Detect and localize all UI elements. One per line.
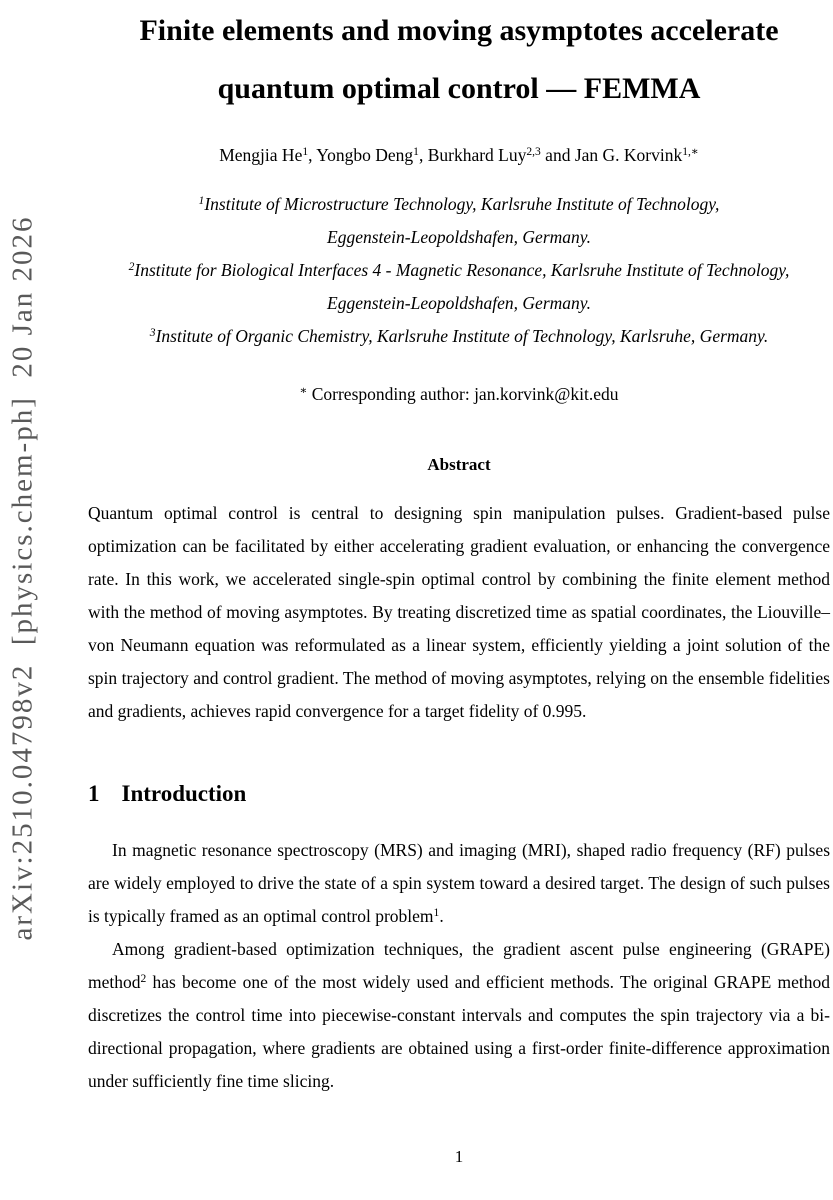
paragraph-text: Among gradient-based optimization techniques, the gradient ascent pulse engineering (GRAPE) method [88, 939, 830, 992]
affiliation-1 [88, 188, 830, 254]
affiliation-line [88, 254, 830, 287]
corresponding-email: jan.korvink@kit.edu [474, 384, 619, 404]
corresponding-label: Corresponding author: [307, 384, 475, 404]
affiliation-line [88, 320, 830, 353]
arxiv-watermark: arXiv:2510.04798v2 [physics.chem-ph] 20 Jan 2026 [6, 215, 39, 941]
author-name: , Yongbo Deng [308, 145, 414, 165]
author-line [88, 144, 830, 166]
affiliation-text: Institute for Biological Interfaces 4 - Magnetic Resonance, Karlsruhe Institute of Technology, [134, 260, 790, 280]
affiliation-marker: 1 [198, 195, 205, 208]
section-heading-introduction [88, 780, 830, 808]
author-affiliation-marker: 1,∗ [682, 146, 699, 159]
affiliation-line [88, 188, 830, 221]
section-title: Introduction [121, 781, 247, 806]
corresponding-marker: ∗ [299, 385, 308, 398]
intro-paragraph-1 [88, 834, 830, 933]
affiliation-marker: 3 [149, 327, 156, 340]
affiliation-text: Institute of Microstructure Technology, Karlsruhe Institute of Technology, [204, 194, 720, 214]
title-line-1: Finite elements and moving asymptotes accelerate [139, 14, 779, 47]
author-name: , Burkhard Luy [418, 145, 527, 165]
paragraph-text: In magnetic resonance spectroscopy (MRS) and imaging (MRI), shaped radio frequency (RF) pulses are widely employed to drive the state of a spin system toward a desired target. The design of such pulses is typically framed as an optimal control problem [88, 840, 830, 926]
affiliation-marker: 2 [128, 261, 135, 274]
author-affiliation-marker: 1 [413, 146, 419, 159]
affiliation-line [88, 287, 830, 320]
intro-paragraph-2 [88, 933, 830, 1098]
paper-title [88, 2, 830, 118]
citation-marker: 2 [140, 973, 147, 986]
affiliation-line [88, 221, 830, 254]
affiliation-text: Eggenstein-Leopoldshafen, Germany. [327, 227, 591, 247]
author-name: Mengjia He [219, 145, 303, 165]
citation-marker: 1 [433, 907, 440, 920]
affiliation-3 [88, 320, 830, 353]
author-affiliation-marker: 2,3 [526, 146, 541, 159]
paragraph-text: . [439, 906, 444, 926]
title-line-2: quantum optimal control — FEMMA [217, 72, 701, 105]
affiliation-list [88, 188, 830, 353]
paper-content [88, 0, 830, 1098]
abstract-heading: Abstract [427, 455, 491, 474]
paragraph-text: has become one of the most widely used and efficient methods. The original GRAPE method discretizes the control time into piecewise-constant intervals and computes the spin trajectory via a bi-directional propagation, where gradients are obtained using a first-order finite-difference approximation under sufficiently fine time slicing. [88, 972, 830, 1091]
section-number: 1 [88, 781, 100, 806]
author-name: and Jan G. Korvink [540, 145, 683, 165]
author-affiliation-marker: 1 [302, 146, 309, 159]
page-number: 1 [454, 1147, 464, 1166]
affiliation-text: Eggenstein-Leopoldshafen, Germany. [327, 293, 591, 313]
affiliation-2 [88, 254, 830, 320]
abstract-body: Quantum optimal control is central to designing spin manipulation pulses. Gradient-based pulse optimization can be facilitated by either accelerating gradient evaluation, or enhancing the convergence rate. In this work, we accelerated single-spin optimal control by combining the finite element method with the method of moving asymptotes. By treating discretized time as spatial coordinates, the Liouville–von Neumann equation was reformulated as a linear system, efficiently yielding a joint solution of the spin trajectory and control gradient. The method of moving asymptotes, relying on the ensemble fidelities and gradients, achieves rapid convergence for a target fidelity of 0.995. [88, 503, 830, 721]
affiliation-text: Institute of Organic Chemistry, Karlsruhe Institute of Technology, Karlsruhe, Germany. [155, 326, 769, 346]
corresponding-author-line [88, 383, 830, 405]
